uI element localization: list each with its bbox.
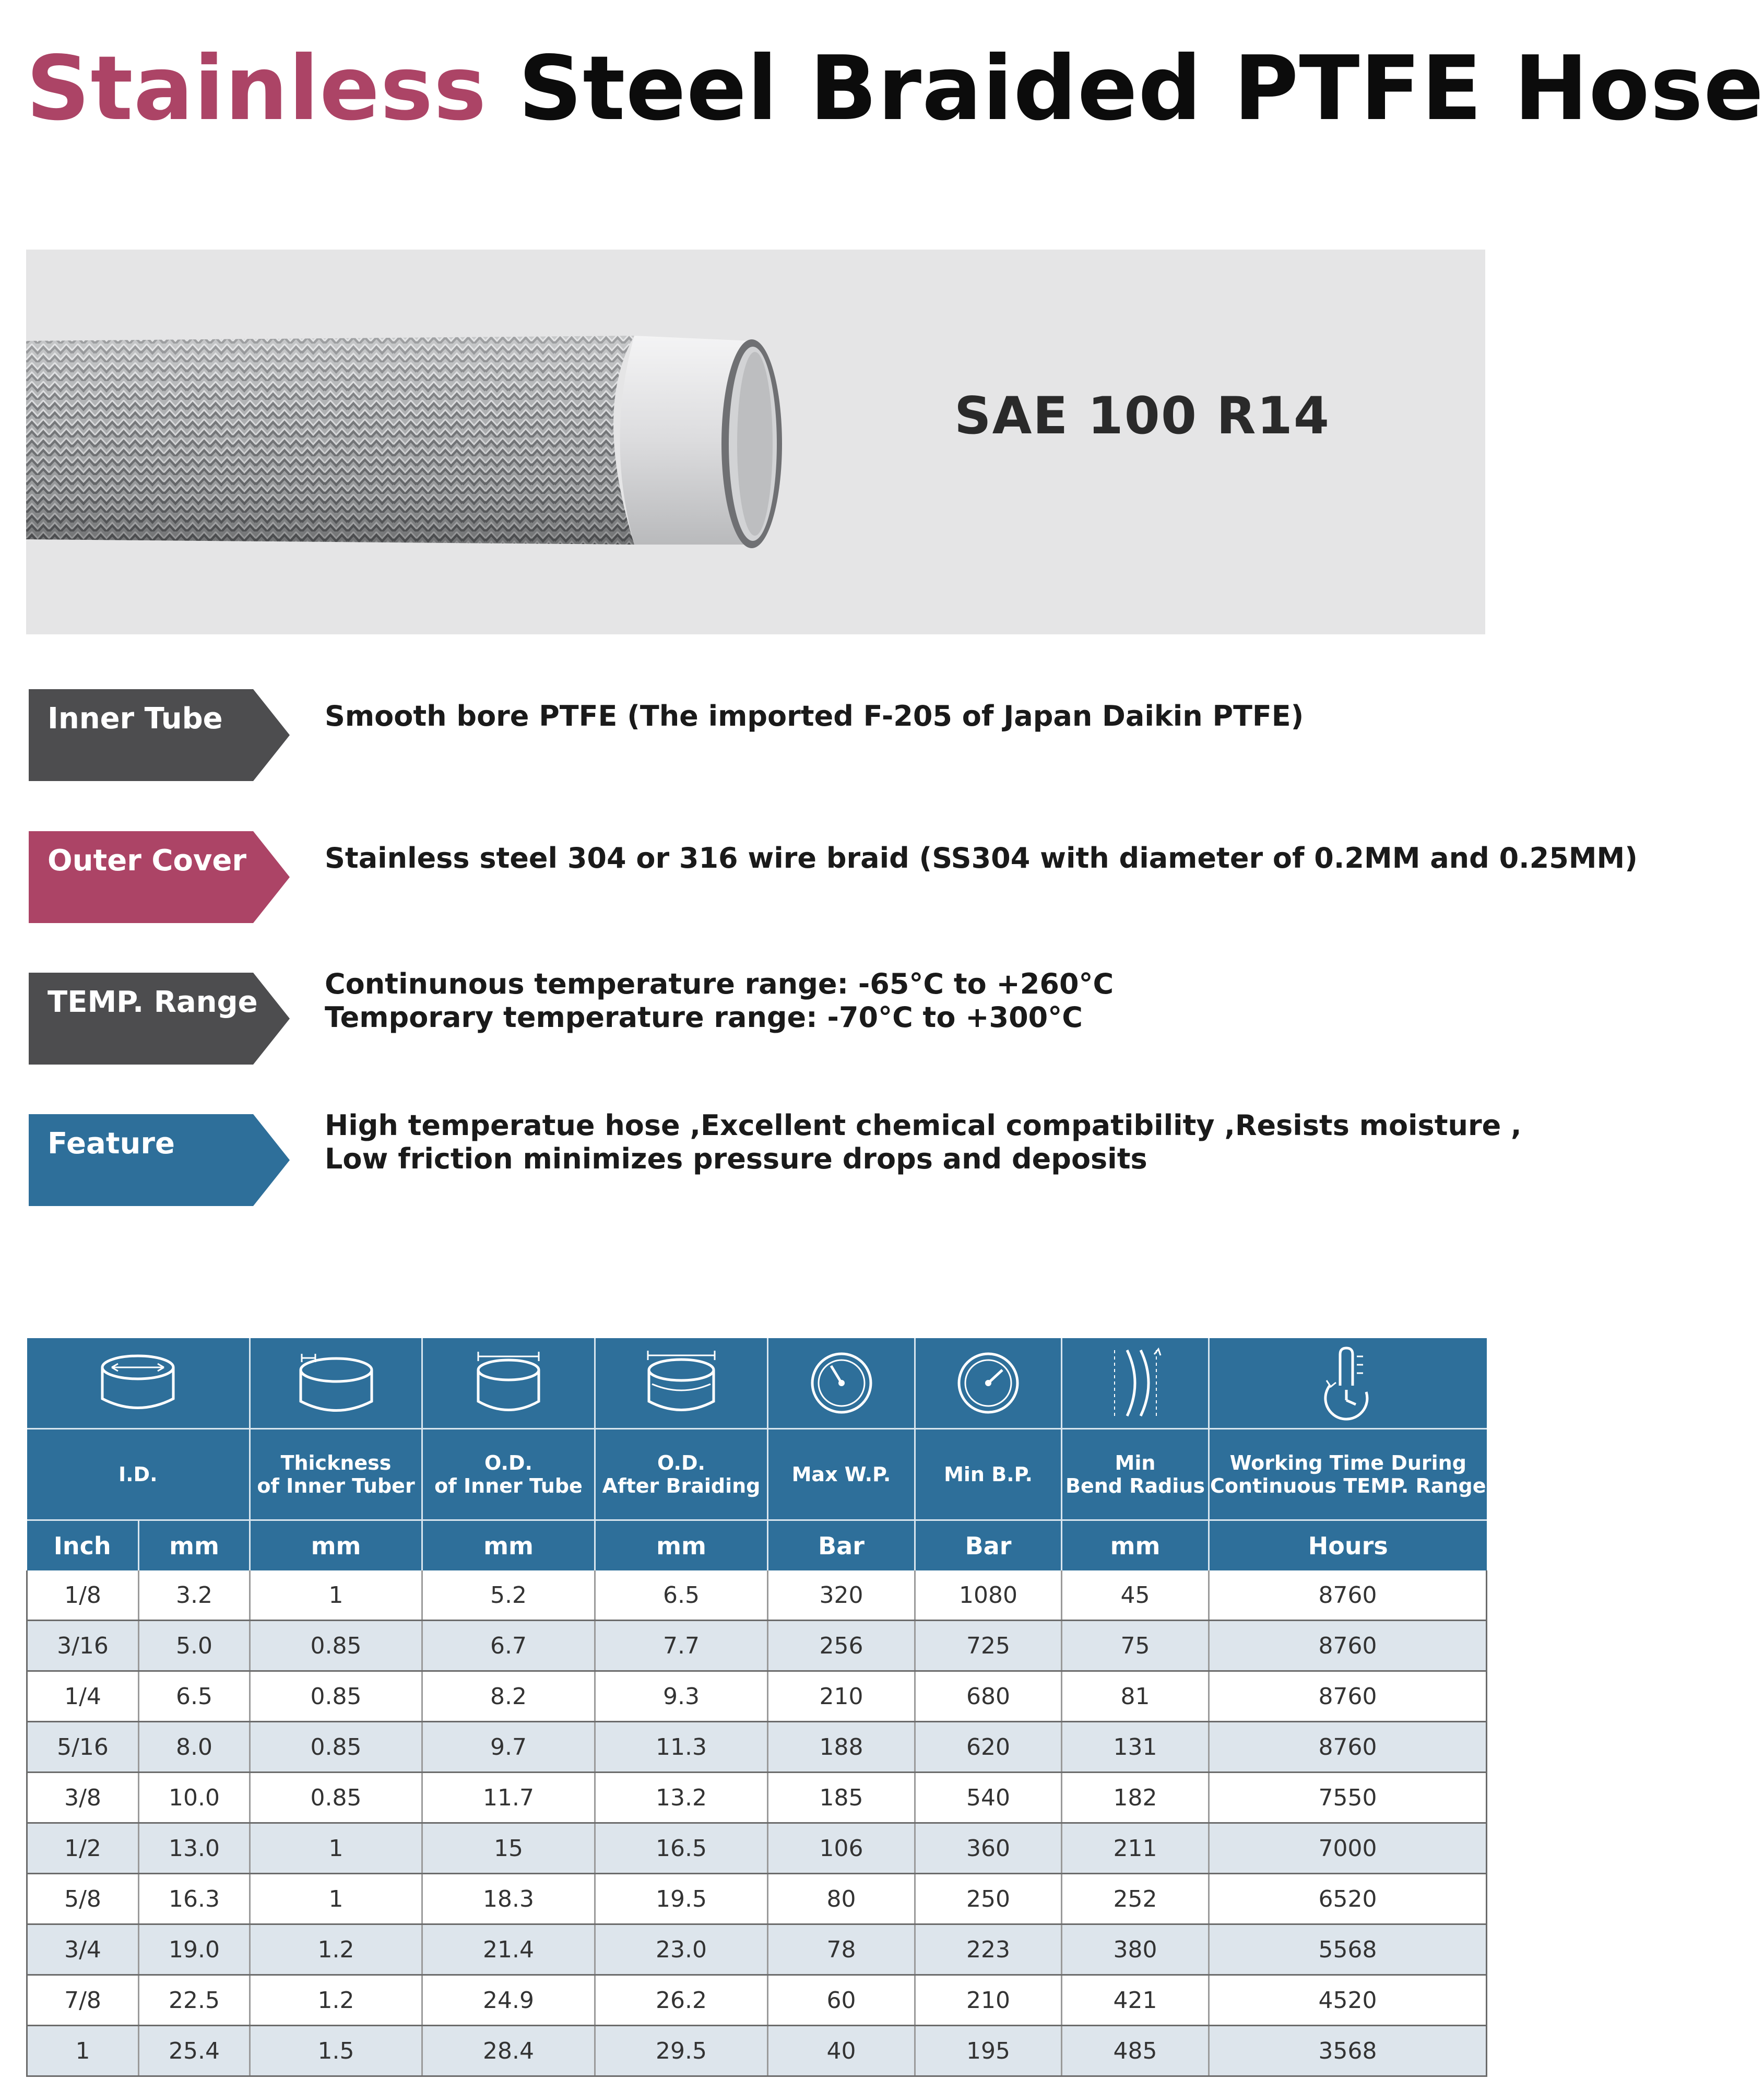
table-row: [27, 2026, 1487, 2076]
table-cell: 211: [1062, 1823, 1209, 1874]
table-cell: 1.2: [250, 1924, 422, 1975]
unit-cell: mm: [250, 1520, 422, 1571]
table-cell: 1/2: [27, 1823, 139, 1874]
table-cell: 26.2: [595, 1975, 768, 2026]
table-cell: 1: [250, 1570, 422, 1621]
thermometer-clock-icon: [1209, 1338, 1487, 1429]
table-cell: 1: [250, 1823, 422, 1874]
table-cell: 8760: [1209, 1671, 1487, 1722]
table-cell: 3/8: [27, 1773, 139, 1823]
table-cell: 188: [768, 1722, 915, 1773]
table-cell: 195: [915, 2026, 1062, 2076]
table-cell: 8.0: [139, 1722, 250, 1773]
table-cell: 9.7: [422, 1722, 595, 1773]
unit-cell: mm: [1062, 1520, 1209, 1571]
table-cell: 40: [768, 2026, 915, 2076]
table-cell: 8.2: [422, 1671, 595, 1722]
title-rest: Steel Braided PTFE Hose: [518, 37, 1764, 140]
table-cell: 15: [422, 1823, 595, 1874]
table-cell: 22.5: [139, 1975, 250, 2026]
table-cell: 210: [915, 1975, 1062, 2026]
table-cell: 1: [27, 2026, 139, 2076]
header-working-time: Working Time During Continuous TEMP. Range: [1209, 1429, 1487, 1520]
standard-code: SAE 100 R14: [954, 386, 1331, 446]
page-title: [26, 37, 1764, 140]
table-cell: 485: [1062, 2026, 1209, 2076]
header-od-braid: O.D. After Braiding: [595, 1429, 768, 1520]
table-cell: 210: [768, 1671, 915, 1722]
unit-cell: Bar: [915, 1520, 1062, 1571]
table-cell: 11.7: [422, 1773, 595, 1823]
table-cell: 1/8: [27, 1570, 139, 1621]
table-row: [27, 1722, 1487, 1773]
title-accent-word: Stainless: [26, 37, 487, 140]
unit-cell: Bar: [768, 1520, 915, 1571]
unit-cell: mm: [139, 1520, 250, 1571]
table-cell: 13.0: [139, 1823, 250, 1874]
table-cell: 0.85: [250, 1773, 422, 1823]
table-cell: 3/16: [27, 1621, 139, 1671]
table-cell: 680: [915, 1671, 1062, 1722]
table-row: [27, 1823, 1487, 1874]
table-cell: 19.5: [595, 1874, 768, 1924]
table-cell: 1: [250, 1874, 422, 1924]
table-cell: 185: [768, 1773, 915, 1823]
bend-radius-icon: [1062, 1338, 1209, 1429]
table-cell: 5.2: [422, 1570, 595, 1621]
header-bend-radius: Min Bend Radius: [1062, 1429, 1209, 1520]
table-cell: 3568: [1209, 2026, 1487, 2076]
unit-row: [27, 1520, 1487, 1571]
table-cell: 0.85: [250, 1621, 422, 1671]
id-cylinder-icon: [27, 1338, 250, 1429]
table-cell: 1/4: [27, 1671, 139, 1722]
table-cell: 7000: [1209, 1823, 1487, 1874]
table-cell: 16.3: [139, 1874, 250, 1924]
specification-table: [26, 1338, 1487, 2077]
od-braid-icon: [595, 1338, 768, 1429]
spec-description: [325, 842, 1638, 875]
table-cell: 421: [1062, 1975, 1209, 2026]
od-tube-icon: [422, 1338, 595, 1429]
header-max-wp: Max W.P.: [768, 1429, 915, 1520]
table-cell: 29.5: [595, 2026, 768, 2076]
table-cell: 7/8: [27, 1975, 139, 2026]
table-cell: 320: [768, 1570, 915, 1621]
table-cell: 380: [1062, 1924, 1209, 1975]
table-cell: 1080: [915, 1570, 1062, 1621]
table-cell: 1.2: [250, 1975, 422, 2026]
unit-cell: mm: [595, 1520, 768, 1571]
table-cell: 23.0: [595, 1924, 768, 1975]
table-cell: 25.4: [139, 2026, 250, 2076]
spec-tag: [29, 973, 290, 1065]
table-cell: 0.85: [250, 1722, 422, 1773]
table-cell: 24.9: [422, 1975, 595, 2026]
table-cell: 360: [915, 1823, 1062, 1874]
spec-tag-label: Inner Tube: [48, 702, 223, 736]
table-cell: 250: [915, 1874, 1062, 1924]
icon-header-row: [27, 1338, 1487, 1429]
table-cell: 28.4: [422, 2026, 595, 2076]
spec-description: [325, 967, 1114, 1034]
spec-tag: [29, 831, 290, 923]
spec-description: [325, 1109, 1522, 1176]
table-cell: 81: [1062, 1671, 1209, 1722]
table-cell: 60: [768, 1975, 915, 2026]
table-cell: 725: [915, 1621, 1062, 1671]
header-id: I.D.: [27, 1429, 250, 1520]
header-min-bp: Min B.P.: [915, 1429, 1062, 1520]
table-cell: 6.5: [595, 1570, 768, 1621]
table-cell: 131: [1062, 1722, 1209, 1773]
table-cell: 11.3: [595, 1722, 768, 1773]
table-cell: 75: [1062, 1621, 1209, 1671]
spec-line: High temperatue hose ,Excellent chemical compatibility ,Resists moisture ,: [325, 1109, 1522, 1142]
table-cell: 13.2: [595, 1773, 768, 1823]
header-od-inner: O.D. of Inner Tube: [422, 1429, 595, 1520]
table-row: [27, 1874, 1487, 1924]
table-cell: 252: [1062, 1874, 1209, 1924]
table-cell: 8760: [1209, 1570, 1487, 1621]
table-cell: 21.4: [422, 1924, 595, 1975]
spec-line: Stainless steel 304 or 316 wire braid (SS304 with diameter of 0.2MM and 0.25MM): [325, 842, 1638, 875]
hose-illustration-panel: [26, 250, 1485, 634]
table-cell: 45: [1062, 1570, 1209, 1621]
spec-tag: [29, 1114, 290, 1206]
table-cell: 5/16: [27, 1722, 139, 1773]
table-cell: 8760: [1209, 1621, 1487, 1671]
table-cell: 5/8: [27, 1874, 139, 1924]
pressure-gauge-icon: [768, 1338, 915, 1429]
table-cell: 18.3: [422, 1874, 595, 1924]
header-thickness: Thickness of Inner Tuber: [250, 1429, 422, 1520]
table-cell: 6.5: [139, 1671, 250, 1722]
spec-tag-label: Outer Cover: [48, 844, 247, 878]
spec-line: Continunous temperature range: -65°C to +260°C: [325, 967, 1114, 1000]
table-row: [27, 1924, 1487, 1975]
spec-tag-label: Feature: [48, 1127, 175, 1161]
table-body: [27, 1570, 1487, 2076]
table-cell: 7.7: [595, 1621, 768, 1671]
table-cell: 0.85: [250, 1671, 422, 1722]
table-cell: 223: [915, 1924, 1062, 1975]
table-cell: 6.7: [422, 1621, 595, 1671]
table-cell: 620: [915, 1722, 1062, 1773]
table-cell: 3/4: [27, 1924, 139, 1975]
table-cell: 6520: [1209, 1874, 1487, 1924]
spec-line: Low friction minimizes pressure drops and deposits: [325, 1142, 1147, 1175]
table-cell: 16.5: [595, 1823, 768, 1874]
spec-description: [325, 700, 1304, 733]
burst-gauge-icon: [915, 1338, 1062, 1429]
table-cell: 106: [768, 1823, 915, 1874]
table-row: [27, 1773, 1487, 1823]
spec-line: Smooth bore PTFE (The imported F-205 of Japan Daikin PTFE): [325, 700, 1304, 733]
table-cell: 182: [1062, 1773, 1209, 1823]
table-cell: 256: [768, 1621, 915, 1671]
wall-thickness-icon: [250, 1338, 422, 1429]
spec-tag-label: TEMP. Range: [48, 985, 258, 1019]
table-cell: 5.0: [139, 1621, 250, 1671]
table-row: [27, 1671, 1487, 1722]
table-cell: 80: [768, 1874, 915, 1924]
table-cell: 4520: [1209, 1975, 1487, 2026]
table-row: [27, 1621, 1487, 1671]
spec-line: Temporary temperature range: -70°C to +300°C: [325, 1001, 1083, 1034]
unit-cell: mm: [422, 1520, 595, 1571]
table-cell: 8760: [1209, 1722, 1487, 1773]
table-cell: 7550: [1209, 1773, 1487, 1823]
column-label-row: [27, 1429, 1487, 1520]
table-cell: 3.2: [139, 1570, 250, 1621]
table-row: [27, 1570, 1487, 1621]
unit-cell: Hours: [1209, 1520, 1487, 1571]
unit-cell: Inch: [27, 1520, 139, 1571]
table-cell: 540: [915, 1773, 1062, 1823]
table-cell: 78: [768, 1924, 915, 1975]
table-row: [27, 1975, 1487, 2026]
table-cell: 5568: [1209, 1924, 1487, 1975]
table-cell: 19.0: [139, 1924, 250, 1975]
table-cell: 10.0: [139, 1773, 250, 1823]
table-cell: 1.5: [250, 2026, 422, 2076]
spec-tag: [29, 689, 290, 781]
table-cell: 9.3: [595, 1671, 768, 1722]
